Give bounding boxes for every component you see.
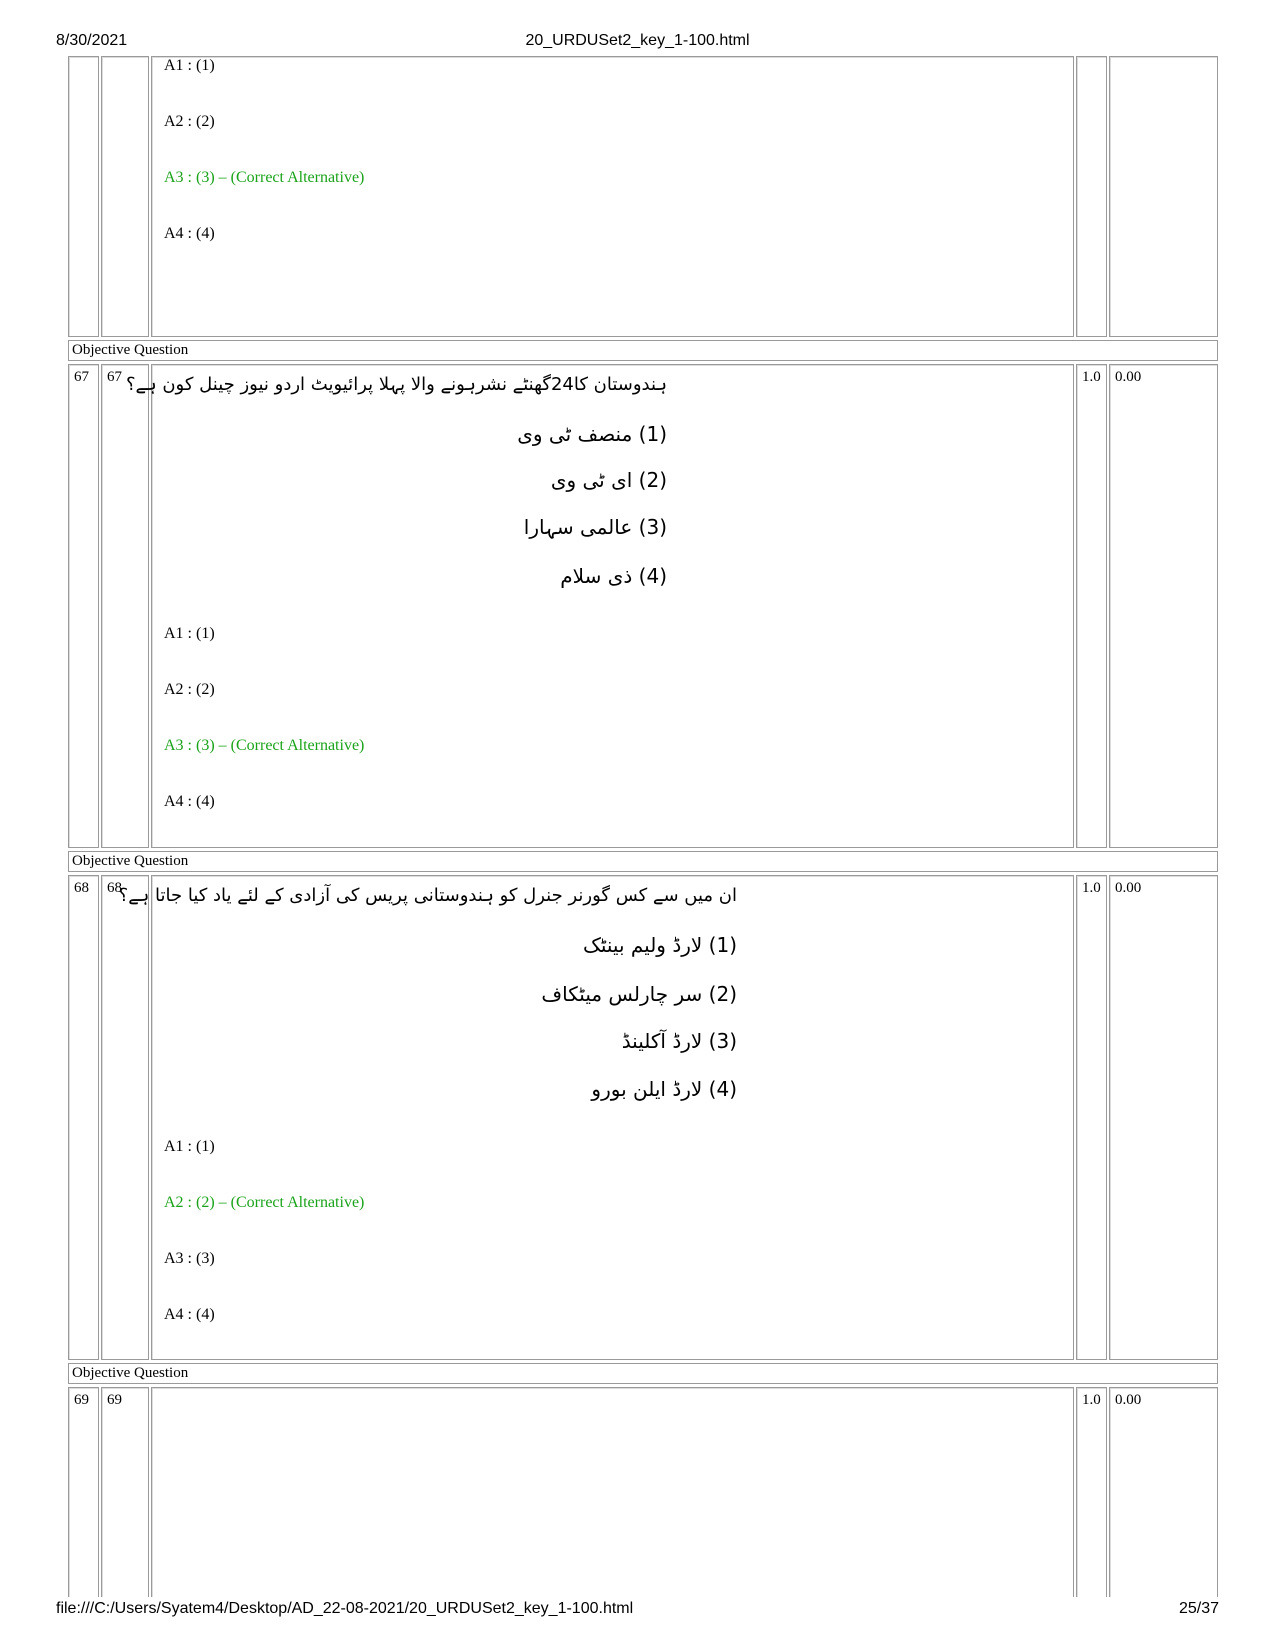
marks-cell (1076, 1387, 1107, 1597)
page-number: 25/37 (1178, 1600, 1219, 1617)
correct-answer-option: A2 : (2) – (Correct Alternative) (164, 1194, 365, 1211)
choice: (2) ای ٹی وی (550, 468, 667, 492)
serial-number: 67 (74, 369, 89, 385)
answer-option: A1 : (1) (164, 57, 215, 74)
answer-option: A3 : (3) (164, 1250, 215, 1267)
serial-cell (68, 875, 99, 1360)
choice: (4) ذی سلام (560, 564, 667, 588)
marks: 1.0 (1082, 369, 1101, 385)
qid-cell (101, 364, 149, 848)
question-text: ان میں سے کس گورنر جنرل کو ہندوستانی پریس کی آزادی کے لئے یاد کیا جاتا ہے؟ (118, 885, 737, 906)
negative-marks-cell (1109, 56, 1218, 337)
question-cell (151, 1387, 1074, 1597)
question-cell (151, 56, 1074, 337)
question-table (68, 58, 1218, 1592)
marks: 1.0 (1082, 880, 1101, 896)
answer-option: A2 : (2) (164, 681, 215, 698)
serial-number: 69 (74, 1392, 89, 1408)
marks-cell (1076, 875, 1107, 1360)
correct-answer-option: A3 : (3) – (Correct Alternative) (164, 169, 365, 186)
section-label: Objective Question (68, 340, 1218, 361)
question-id: 68 (107, 880, 122, 896)
marks-cell (1076, 364, 1107, 848)
serial-cell (68, 364, 99, 848)
question-id: 69 (107, 1392, 122, 1408)
choice: (3) لارڈ آکلینڈ (621, 1029, 737, 1053)
choice: (1) لارڈ ولیم بینٹک (582, 933, 737, 957)
print-date: 8/30/2021 (56, 32, 128, 49)
answer-option: A1 : (1) (164, 1138, 215, 1155)
answer-option: A4 : (4) (164, 225, 215, 242)
question-cell (118, 875, 1074, 1360)
negative-marks: 0.00 (1115, 369, 1142, 385)
qid-cell (101, 56, 149, 337)
answer-option: A4 : (4) (164, 1306, 215, 1323)
question-text: ہندوستان کا24گھنٹے نشرہونے والا پہلا پرائیویٹ اردو نیوز چینل کون ہے؟ (125, 374, 667, 395)
qid-cell (101, 875, 149, 1360)
negative-marks-cell (1109, 875, 1218, 1360)
serial-cell (68, 1387, 99, 1597)
negative-marks-cell (1109, 364, 1218, 848)
file-path: file:///C:/Users/Syatem4/Desktop/AD_22-08-2021/20_URDUSet2_key_1-100.html (56, 1600, 634, 1617)
serial-number: 68 (74, 880, 89, 896)
choice: (4) لارڈ ایلن بورو (591, 1077, 737, 1101)
correct-answer-option: A3 : (3) – (Correct Alternative) (164, 737, 365, 754)
marks-cell (1076, 56, 1107, 337)
serial-cell (68, 56, 99, 337)
answer-option: A2 : (2) (164, 113, 215, 130)
negative-marks: 0.00 (1115, 880, 1142, 896)
section-label: Objective Question (68, 1363, 1218, 1384)
question-id: 67 (107, 369, 122, 385)
choice: (1) منصف ٹی وی (517, 422, 667, 446)
document-title: 20_URDUSet2_key_1-100.html (525, 32, 750, 49)
choice: (2) سر چارلس میٹکاف (541, 982, 737, 1006)
negative-marks-cell (1109, 1387, 1218, 1597)
answer-option: A4 : (4) (164, 793, 215, 810)
qid-cell (101, 1387, 149, 1597)
negative-marks: 0.00 (1115, 1392, 1142, 1408)
section-label: Objective Question (68, 851, 1218, 872)
choice: (3) عالمی سہارا (523, 515, 667, 539)
marks: 1.0 (1082, 1392, 1101, 1408)
question-cell (125, 364, 1074, 848)
answer-option: A1 : (1) (164, 625, 215, 642)
